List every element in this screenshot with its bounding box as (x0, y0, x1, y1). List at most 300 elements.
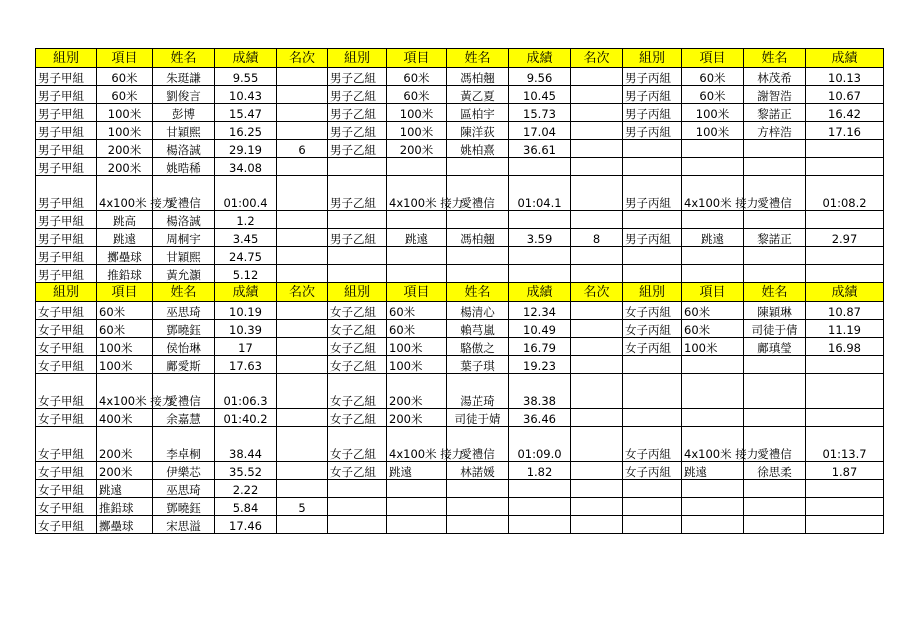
cell-group (623, 374, 682, 409)
header-cell-name: 姓名 (447, 49, 509, 68)
cell-event (682, 247, 744, 265)
cell-group: 女子丙組 (623, 427, 682, 462)
cell-result (806, 516, 884, 534)
cell-result: 17.04 (509, 122, 571, 140)
cell-result: 35.52 (215, 462, 277, 480)
table-row (36, 320, 884, 338)
header-cell-event: 項目 (387, 283, 447, 302)
cell-group (623, 211, 682, 229)
cell-name: 楊洛誠 (153, 140, 215, 158)
cell-group: 女子乙組 (328, 409, 387, 427)
cell-name: 鄧曉鈺 (153, 320, 215, 338)
table-row (36, 462, 884, 480)
cell-group: 女子甲組 (36, 356, 97, 374)
cell-event (682, 265, 744, 283)
cell-event: 400米 (97, 409, 153, 427)
cell-rank (277, 122, 328, 140)
cell-name: 陳穎琳 (744, 302, 806, 320)
header-cell-name: 姓名 (744, 283, 806, 302)
header-cell-rank: 名次 (571, 283, 623, 302)
cell-name (447, 158, 509, 176)
cell-result (806, 265, 884, 283)
cell-name (447, 516, 509, 534)
cell-result: 24.75 (215, 247, 277, 265)
cell-result: 29.19 (215, 140, 277, 158)
cell-group (328, 211, 387, 229)
cell-rank: 6 (277, 140, 328, 158)
cell-name: 黃乙夏 (447, 86, 509, 104)
cell-group: 女子甲組 (36, 427, 97, 462)
cell-event: 100米 (387, 122, 447, 140)
table-row (36, 480, 884, 498)
table-row (36, 140, 884, 158)
cell-name: 林諾媛 (447, 462, 509, 480)
cell-group: 男子乙組 (328, 122, 387, 140)
cell-name (744, 265, 806, 283)
cell-event: 100米 (682, 104, 744, 122)
cell-group: 男子甲組 (36, 211, 97, 229)
cell-name: 周桐宇 (153, 229, 215, 247)
cell-result: 2.22 (215, 480, 277, 498)
cell-result (509, 516, 571, 534)
cell-event: 60米 (387, 86, 447, 104)
table-row (36, 374, 884, 409)
cell-name (447, 247, 509, 265)
cell-result: 1.82 (509, 462, 571, 480)
results-table (35, 48, 884, 534)
cell-result: 1.2 (215, 211, 277, 229)
header-cell-event: 項目 (97, 283, 153, 302)
cell-result (509, 498, 571, 516)
cell-result (509, 211, 571, 229)
table-row (36, 265, 884, 283)
cell-event: 200米 (97, 140, 153, 158)
cell-rank (571, 104, 623, 122)
cell-result: 10.87 (806, 302, 884, 320)
cell-name: 甘穎熙 (153, 122, 215, 140)
cell-event (387, 158, 447, 176)
cell-result (806, 247, 884, 265)
cell-rank: 5 (277, 498, 328, 516)
cell-name: 黎諾正 (744, 104, 806, 122)
cell-name: 徐思柔 (744, 462, 806, 480)
cell-event: 4x100米 接力 (97, 176, 153, 211)
cell-result: 17.63 (215, 356, 277, 374)
female-results (36, 302, 884, 534)
cell-rank (571, 140, 623, 158)
cell-group (328, 480, 387, 498)
cell-result: 10.49 (509, 320, 571, 338)
header-cell-group: 組別 (328, 49, 387, 68)
female-header-row (36, 283, 884, 302)
table-row (36, 516, 884, 534)
cell-rank (277, 427, 328, 462)
cell-event: 60米 (97, 68, 153, 86)
cell-group: 女子甲組 (36, 338, 97, 356)
table-row (36, 122, 884, 140)
header-cell-name: 姓名 (153, 283, 215, 302)
cell-group: 男子甲組 (36, 140, 97, 158)
cell-group: 男子丙組 (623, 122, 682, 140)
cell-group: 女子乙組 (328, 374, 387, 409)
cell-name: 楊洛誠 (153, 211, 215, 229)
cell-rank (277, 104, 328, 122)
cell-event (682, 480, 744, 498)
cell-rank (277, 516, 328, 534)
cell-result: 9.56 (509, 68, 571, 86)
cell-rank (571, 480, 623, 498)
cell-result: 16.79 (509, 338, 571, 356)
cell-name (744, 498, 806, 516)
cell-event: 60米 (387, 68, 447, 86)
cell-event: 60米 (682, 68, 744, 86)
cell-event (682, 374, 744, 409)
cell-event: 100米 (97, 338, 153, 356)
cell-event: 跳遠 (97, 229, 153, 247)
cell-name: 侯怡琳 (153, 338, 215, 356)
cell-event: 200米 (97, 158, 153, 176)
cell-name: 余嘉慧 (153, 409, 215, 427)
cell-rank (571, 158, 623, 176)
cell-result: 2.97 (806, 229, 884, 247)
cell-result: 15.73 (509, 104, 571, 122)
table-row (36, 104, 884, 122)
header-cell-result: 成績 (806, 283, 884, 302)
male-results (36, 68, 884, 283)
header-cell-rank: 名次 (277, 283, 328, 302)
cell-event: 推鉛球 (97, 265, 153, 283)
cell-event: 跳高 (97, 211, 153, 229)
cell-event (682, 158, 744, 176)
cell-group: 男子甲組 (36, 86, 97, 104)
cell-event (387, 211, 447, 229)
header-cell-event: 項目 (682, 283, 744, 302)
cell-result: 01:09.0 (509, 427, 571, 462)
table-row (36, 211, 884, 229)
cell-group: 女子甲組 (36, 480, 97, 498)
cell-name: 朱珽謙 (153, 68, 215, 86)
cell-result: 01:06.3 (215, 374, 277, 409)
cell-result: 01:04.1 (509, 176, 571, 211)
cell-name: 巫思琦 (153, 480, 215, 498)
cell-rank (277, 320, 328, 338)
cell-name (744, 140, 806, 158)
cell-event: 擲壘球 (97, 247, 153, 265)
cell-result: 38.44 (215, 427, 277, 462)
cell-result: 36.46 (509, 409, 571, 427)
cell-event: 200米 (97, 427, 153, 462)
cell-group (623, 158, 682, 176)
cell-event: 跳遠 (682, 229, 744, 247)
cell-rank (277, 356, 328, 374)
cell-name: 駱傲之 (447, 338, 509, 356)
cell-name: 黎諾正 (744, 229, 806, 247)
cell-event: 跳遠 (97, 480, 153, 498)
cell-event: 100米 (682, 122, 744, 140)
cell-event: 擲壘球 (97, 516, 153, 534)
cell-event (682, 409, 744, 427)
cell-group: 男子甲組 (36, 158, 97, 176)
cell-event (682, 140, 744, 158)
cell-rank (571, 409, 623, 427)
header-cell-group: 組別 (36, 283, 97, 302)
cell-group: 女子丙組 (623, 338, 682, 356)
cell-rank (571, 265, 623, 283)
cell-rank (277, 480, 328, 498)
cell-name: 伊樂芯 (153, 462, 215, 480)
cell-rank (277, 409, 328, 427)
cell-result: 10.19 (215, 302, 277, 320)
cell-result (509, 158, 571, 176)
cell-event: 60米 (682, 302, 744, 320)
cell-result: 12.34 (509, 302, 571, 320)
cell-result: 16.42 (806, 104, 884, 122)
header-row (36, 283, 884, 302)
cell-result: 34.08 (215, 158, 277, 176)
cell-result (806, 158, 884, 176)
cell-result: 5.12 (215, 265, 277, 283)
cell-rank (571, 176, 623, 211)
table-row (36, 498, 884, 516)
cell-name: 愛禮信 (153, 176, 215, 211)
cell-group: 女子甲組 (36, 302, 97, 320)
cell-group: 女子甲組 (36, 320, 97, 338)
cell-group: 男子丙組 (623, 176, 682, 211)
cell-group: 男子甲組 (36, 229, 97, 247)
cell-name: 鄺愛斯 (153, 356, 215, 374)
cell-group (623, 265, 682, 283)
cell-event: 4x100米 接力 (387, 427, 447, 462)
cell-event (682, 211, 744, 229)
cell-rank (571, 427, 623, 462)
cell-result (806, 409, 884, 427)
cell-group (623, 516, 682, 534)
cell-name: 馮柏翹 (447, 68, 509, 86)
cell-result (509, 247, 571, 265)
cell-name: 姚柏熹 (447, 140, 509, 158)
cell-rank (571, 320, 623, 338)
cell-result: 01:13.7 (806, 427, 884, 462)
cell-result: 38.38 (509, 374, 571, 409)
table-row (36, 356, 884, 374)
cell-event: 4x100米 接力 (387, 176, 447, 211)
cell-event (682, 516, 744, 534)
cell-group: 女子甲組 (36, 374, 97, 409)
cell-group: 男子甲組 (36, 104, 97, 122)
cell-result: 15.47 (215, 104, 277, 122)
header-row (36, 49, 884, 68)
cell-name: 湯芷琦 (447, 374, 509, 409)
cell-group: 女子甲組 (36, 498, 97, 516)
cell-result: 19.23 (509, 356, 571, 374)
cell-group: 女子乙組 (328, 462, 387, 480)
cell-rank (571, 211, 623, 229)
cell-group (623, 409, 682, 427)
cell-event (387, 247, 447, 265)
cell-rank (571, 122, 623, 140)
cell-result: 5.84 (215, 498, 277, 516)
cell-group: 女子丙組 (623, 320, 682, 338)
cell-rank (571, 247, 623, 265)
cell-result (806, 480, 884, 498)
table-row (36, 86, 884, 104)
header-cell-group: 組別 (328, 283, 387, 302)
cell-name: 巫思琦 (153, 302, 215, 320)
cell-event: 200米 (387, 374, 447, 409)
cell-result: 16.25 (215, 122, 277, 140)
cell-name (744, 247, 806, 265)
cell-group: 男子乙組 (328, 229, 387, 247)
cell-name: 愛禮信 (447, 427, 509, 462)
cell-event: 100米 (387, 338, 447, 356)
cell-event (682, 356, 744, 374)
cell-name: 楊清心 (447, 302, 509, 320)
cell-rank (277, 302, 328, 320)
cell-rank (277, 229, 328, 247)
cell-group: 男子甲組 (36, 176, 97, 211)
cell-group: 女子乙組 (328, 338, 387, 356)
cell-rank (571, 462, 623, 480)
cell-rank (571, 86, 623, 104)
cell-group: 男子乙組 (328, 86, 387, 104)
cell-name: 劉俊言 (153, 86, 215, 104)
cell-rank (571, 302, 623, 320)
cell-group (328, 265, 387, 283)
header-cell-event: 項目 (387, 49, 447, 68)
cell-event: 100米 (682, 338, 744, 356)
cell-result: 17.16 (806, 122, 884, 140)
cell-result: 10.39 (215, 320, 277, 338)
cell-event: 60米 (387, 302, 447, 320)
cell-event: 200米 (387, 409, 447, 427)
cell-event: 4x100米 接力 (682, 427, 744, 462)
cell-result (806, 356, 884, 374)
cell-group (623, 480, 682, 498)
cell-name: 司徒于婧 (447, 409, 509, 427)
cell-result: 3.59 (509, 229, 571, 247)
cell-name (744, 409, 806, 427)
cell-result (806, 498, 884, 516)
cell-event: 60米 (97, 320, 153, 338)
cell-name: 鄧曉鈺 (153, 498, 215, 516)
cell-rank (571, 338, 623, 356)
cell-result (509, 265, 571, 283)
cell-rank (277, 86, 328, 104)
cell-group: 男子丙組 (623, 86, 682, 104)
header-cell-event: 項目 (682, 49, 744, 68)
cell-group: 女子甲組 (36, 409, 97, 427)
table-row (36, 302, 884, 320)
cell-name: 鄺瑱瑩 (744, 338, 806, 356)
cell-result (806, 211, 884, 229)
cell-name: 黃允灝 (153, 265, 215, 283)
cell-group: 女子乙組 (328, 320, 387, 338)
cell-name: 愛禮信 (153, 374, 215, 409)
cell-group (328, 158, 387, 176)
cell-result (806, 374, 884, 409)
cell-group: 女子甲組 (36, 516, 97, 534)
cell-name (744, 158, 806, 176)
cell-result (509, 480, 571, 498)
cell-event (387, 265, 447, 283)
cell-result: 10.45 (509, 86, 571, 104)
cell-group: 女子甲組 (36, 462, 97, 480)
cell-name (744, 480, 806, 498)
header-cell-event: 項目 (97, 49, 153, 68)
cell-name (744, 374, 806, 409)
cell-rank (277, 211, 328, 229)
cell-event (387, 480, 447, 498)
cell-event: 200米 (97, 462, 153, 480)
cell-rank (277, 247, 328, 265)
cell-name: 賴芎嵐 (447, 320, 509, 338)
table-row (36, 409, 884, 427)
header-cell-result: 成績 (509, 283, 571, 302)
header-cell-group: 組別 (623, 283, 682, 302)
cell-rank: 8 (571, 229, 623, 247)
table-row (36, 427, 884, 462)
cell-event (387, 498, 447, 516)
male-header-row (36, 49, 884, 68)
cell-name: 宋思溢 (153, 516, 215, 534)
cell-event: 推鉛球 (97, 498, 153, 516)
header-cell-name: 姓名 (153, 49, 215, 68)
cell-result: 16.98 (806, 338, 884, 356)
cell-rank (571, 516, 623, 534)
cell-name: 李卓桐 (153, 427, 215, 462)
cell-rank (571, 374, 623, 409)
cell-group: 女子丙組 (623, 302, 682, 320)
cell-event: 100米 (97, 356, 153, 374)
cell-group (328, 498, 387, 516)
cell-group: 男子甲組 (36, 122, 97, 140)
cell-group: 男子乙組 (328, 68, 387, 86)
cell-name: 愛禮信 (744, 427, 806, 462)
cell-name (447, 498, 509, 516)
cell-group: 女子丙組 (623, 462, 682, 480)
cell-rank (571, 68, 623, 86)
cell-event: 跳遠 (387, 462, 447, 480)
header-cell-result: 成績 (806, 49, 884, 68)
cell-result: 01:40.2 (215, 409, 277, 427)
cell-rank (277, 158, 328, 176)
cell-event: 200米 (387, 140, 447, 158)
cell-group (328, 247, 387, 265)
cell-event: 100米 (387, 104, 447, 122)
cell-rank (571, 356, 623, 374)
cell-group: 男子甲組 (36, 247, 97, 265)
cell-name: 方梓浩 (744, 122, 806, 140)
cell-result: 9.55 (215, 68, 277, 86)
cell-name (447, 480, 509, 498)
cell-name: 陳洋荻 (447, 122, 509, 140)
cell-group: 女子乙組 (328, 302, 387, 320)
cell-result: 11.19 (806, 320, 884, 338)
cell-group: 女子乙組 (328, 356, 387, 374)
table-row (36, 176, 884, 211)
cell-group (623, 247, 682, 265)
cell-rank (277, 338, 328, 356)
cell-group: 男子丙組 (623, 104, 682, 122)
cell-name (744, 516, 806, 534)
cell-result: 01:00.4 (215, 176, 277, 211)
cell-event: 4x100米 接力 (682, 176, 744, 211)
cell-event: 跳遠 (682, 462, 744, 480)
cell-group (623, 140, 682, 158)
cell-group (623, 498, 682, 516)
cell-result: 10.43 (215, 86, 277, 104)
cell-result: 1.87 (806, 462, 884, 480)
